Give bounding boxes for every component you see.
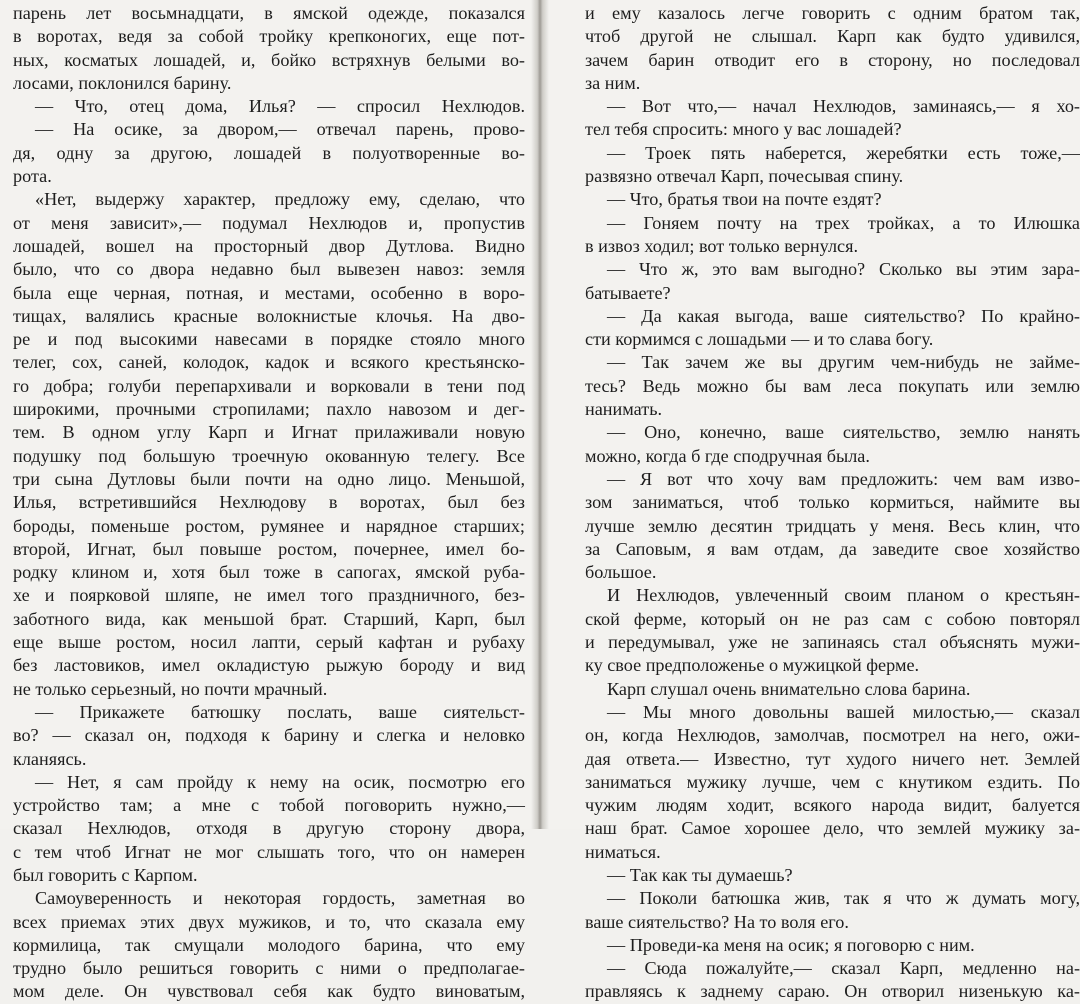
text-line: три сына Дутловы были почти на одно лицо. Меньшой, <box>13 468 525 489</box>
text-line: батываете? <box>585 282 671 303</box>
text-line: и ему казалось легче говорить с одним братом так, <box>585 3 1080 23</box>
text-line: был говорить с Карпом. <box>13 864 198 885</box>
text-line: — Нет, я сам пройду к нему на осик, посмотрю его <box>35 771 525 792</box>
text-line: телег, сох, саней, колодок, кадок и всякого крестьянско- <box>13 352 525 373</box>
text-line: бороды, поменьше ростом, румянее и нарядное старших; <box>13 515 525 536</box>
text-line: тел тебя спросить: много у вас лошадей? <box>585 119 902 140</box>
text-line: ных, косматых лошадей, и, бойко встряхнув белыми во- <box>13 49 525 70</box>
text-line: была еще черная, потная, и местами, особенно в воро- <box>13 282 525 303</box>
text-line: — Мы много довольны вашей милостью,— сказал <box>607 701 1080 722</box>
text-line: рота. <box>13 166 52 187</box>
text-line: — Что ж, это вам выгодно? Сколько вы этим зара- <box>607 259 1080 280</box>
text-line: «Нет, выдержу характер, предложу ему, сделаю, что <box>35 189 525 210</box>
text-line: парень лет восьмнадцати, в ямской одежде, показался <box>13 3 525 23</box>
text-line: — Поколи батюшка жив, так я что ж думать могу, <box>607 888 1080 909</box>
text-line: родку клином и, хотя был тоже в сапогах, ямской рубa- <box>13 562 525 583</box>
text-line: чтоб другой не слышал. Карп как будто удивился, <box>585 26 1080 47</box>
text-line: дая ответа.— Известно, тут худого ничего нет. Землей <box>585 748 1080 769</box>
left-page <box>13 2 525 1002</box>
text-line: с тем чтоб Игнат не мог слышать того, что он намерен <box>13 841 525 862</box>
text-line: большое. <box>585 562 657 583</box>
text-line: подушку под большую троечную окованную телегу. Все <box>13 445 525 466</box>
text-line: — Я вот что хочу вам предложить: чем вам изво- <box>607 468 1080 489</box>
text-line: можно, когда б где сподручная была. <box>585 445 870 466</box>
text-line: Карп слушал очень внимательно слова барина. <box>607 678 971 699</box>
text-line: заниматься мужику лучше, чем с кнутиком ездить. По <box>585 771 1080 792</box>
text-line: во? — сказал он, подходя к барину и слегка и неловко <box>13 725 525 746</box>
text-line: лошадей, вошел на просторный двор Дутлова. Видно <box>13 235 525 256</box>
text-line: кормилица, так смущали молодого барина, что ему <box>13 934 525 955</box>
text-line: хе и поярковой шляпе, не имел того праздничного, без- <box>13 585 525 606</box>
text-line: — На осике, за двором,— отвечал парень, прово- <box>35 119 525 140</box>
text-line: — Сюда пожалуйте,— сказал Карп, медленно на- <box>607 958 1080 979</box>
text-line: — Что, отец дома, Илья? — спросил Нехлюдов. <box>35 96 525 117</box>
text-line: устройство там; а мне с тобой поговорить нужно,— <box>13 795 525 816</box>
text-line: — Так как ты думаешь? <box>607 864 793 885</box>
text-line: — Что, братья твои на почте ездят? <box>607 189 882 210</box>
text-line: еще выше ростом, носил лапти, серый кафтан и рубаху <box>13 632 525 653</box>
text-line: — Вот что,— начал Нехлюдов, заминаясь,— я хо- <box>607 96 1080 117</box>
text-line: — Оно, конечно, ваше сиятельство, землю нанять <box>607 422 1080 443</box>
right-page <box>585 2 1080 1002</box>
text-line: он, когда Нехлюдов, замолчав, посмотрел на него, ожи- <box>585 725 1080 746</box>
text-line: от меня зависит»,— подумал Нехлюдов и, пропустив <box>13 212 525 233</box>
text-line: ре и под высокими навесами в порядке стояло много <box>13 329 525 350</box>
text-line: без ластовиков, имел окладистую рыжую бороду и вид <box>13 655 525 676</box>
text-line: тем. В одном углу Карп и Игнат прилаживали новую <box>13 422 525 443</box>
text-line: нанимать. <box>585 399 663 420</box>
text-line: за Саповым, я вам отдам, да заведите свое хозяйство <box>585 538 1080 559</box>
text-line: в воротах, ведя за собой тройку крепконогих, еще пот- <box>13 26 525 47</box>
text-line: — Гоняем почту на трех тройках, а то Илюшка <box>607 212 1080 233</box>
text-line: второй, Игнат, был повыше ростом, почернее, имел бо- <box>13 538 525 559</box>
text-line: сти кормимся с лошадьми — и то слава богу. <box>585 329 934 350</box>
text-line: го добра; голуби перепархивали и ворковали в тени под <box>13 375 525 396</box>
text-line: зачем барин отводит его в сторону, но последовал <box>585 49 1080 70</box>
text-line: кланяясь. <box>13 748 87 769</box>
text-line: зом заниматься, чтоб только кормиться, наймите вы <box>585 492 1080 513</box>
text-line: Самоуверенность и некоторая гордость, заметная во <box>35 888 525 909</box>
text-line: в извоз ходил; вот только вернулся. <box>585 235 859 256</box>
text-line: развязно отвечал Карп, почесывая спину. <box>585 166 904 187</box>
text-line: сказал Нехлюдов, отходя в другую сторону двора, <box>13 818 525 839</box>
text-line: широкими, прочными стропилами; пахло навозом и дег- <box>13 399 525 420</box>
text-line: не только серьезный, но почти мрачный. <box>13 678 328 699</box>
text-line: мом деле. Он чувствовал себя как будто виноватым, <box>13 981 525 1002</box>
text-line: дя, одну за другою, лошадей в полуотворенные во- <box>13 142 525 163</box>
text-line: — Троек пять наберется, жеребятки есть тоже,— <box>607 142 1080 163</box>
text-line: тищах, валялись красные волокнистые клочья. На дво- <box>13 305 525 326</box>
text-line: лучше землю десятин тридцать у меня. Весь клин, что <box>585 515 1080 536</box>
text-line: правляясь к заднему сараю. Он отворил низенькую ка- <box>585 981 1080 1002</box>
text-line: лосами, поклонился барину. <box>13 72 232 93</box>
text-line: — Да какая выгода, ваше сиятельство? По крайно- <box>607 305 1080 326</box>
text-line: и передумывал, уже не запинаясь стал объяснять мужи- <box>585 632 1080 653</box>
text-line: И Нехлюдов, увлеченный своим планом о крестьян- <box>607 585 1080 606</box>
text-line: ской ферме, который он не раз сам с собою повторял <box>585 608 1080 629</box>
text-line: наш брат. Самое хорошее дело, что землей мужику за- <box>585 818 1080 839</box>
text-line: ниматься. <box>585 841 661 862</box>
text-line: за ним. <box>585 72 641 93</box>
text-line: — Прикажете батюшку послать, ваше сиятельст- <box>35 701 525 722</box>
text-line: ку свое предположенье о мужицкой ферме. <box>585 655 920 676</box>
text-line: заботного вида, как меньшой брат. Старший, Карп, был <box>13 608 525 629</box>
text-line: всех приемах этих двух мужиков, и то, что сказала ему <box>13 911 525 932</box>
text-line: было, что со двора недавно был вывезен навоз: земля <box>13 259 525 280</box>
text-line: ваше сиятельство? На то воля его. <box>585 911 849 932</box>
book-gutter <box>531 0 549 829</box>
text-line: трудно было решиться говорить с ними о предполагае- <box>13 958 525 979</box>
text-line: Илья, встретившийся Нехлюдову в воротах, был без <box>13 492 525 513</box>
text-line: — Так зачем же вы другим чем-нибудь не займе- <box>607 352 1080 373</box>
text-line: — Проведи-ка меня на осик; я поговорю с ним. <box>607 934 975 955</box>
text-line: тесь? Ведь можно бы вам леса покупать или землю <box>585 375 1080 396</box>
text-line: чужим людям ходит, всякого народа видит, балуется <box>585 795 1080 816</box>
